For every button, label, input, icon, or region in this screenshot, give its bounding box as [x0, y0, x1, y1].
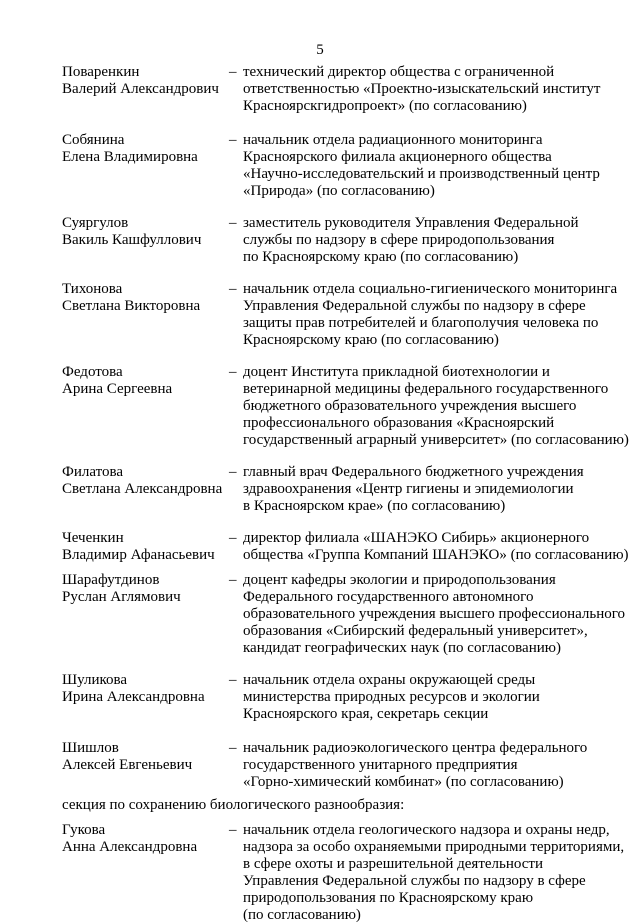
- member-entry: [62, 572, 626, 657]
- member-name-line: Вакиль Кашфуллович: [62, 232, 202, 248]
- dash-separator: –: [229, 822, 237, 838]
- member-name-line: Светлана Викторовна: [62, 298, 201, 314]
- member-entry: [62, 281, 622, 349]
- member-role-line: доцент кафедры экологии и природопользования: [243, 572, 556, 588]
- dash-separator: –: [229, 740, 237, 756]
- member-role-line: главный врач Федерального бюджетного учреждения: [243, 464, 584, 480]
- member-role-line: (по согласованию): [243, 907, 361, 923]
- member-role: [243, 64, 622, 115]
- member-name: [62, 281, 229, 349]
- member-role-line: здравоохранения «Центр гигиены и эпидемиологии: [243, 481, 574, 497]
- member-role-line: Управления Федеральной службы по надзору в сфере: [243, 873, 586, 889]
- member-name-line: Анна Александровна: [62, 839, 198, 855]
- member-name-line: Владимир Афанасьевич: [62, 547, 215, 563]
- member-role-line: образования «Сибирский федеральный университет»,: [243, 623, 588, 639]
- member-entry: [62, 215, 622, 266]
- member-name-line: Поваренкин: [62, 64, 140, 80]
- member-name-line: Ирина Александровна: [62, 689, 205, 705]
- member-name-line: Филатова: [62, 464, 124, 480]
- member-entry: [62, 822, 625, 924]
- section-heading: секция по сохранению биологического разнообразия:: [62, 797, 405, 813]
- member-role-line: образовательного учреждения высшего профессионального: [243, 606, 626, 622]
- member-role-line: в сфере охоты и разрешительной деятельности: [243, 856, 544, 872]
- page-number: 5: [316, 42, 324, 58]
- member-entry: [62, 464, 622, 515]
- member-name-line: Елена Владимировна: [62, 149, 198, 165]
- member-role: [243, 215, 622, 266]
- member-role-line: начальник отдела охраны окружающей среды: [243, 672, 536, 688]
- member-name-line: Федотова: [62, 364, 123, 380]
- member-role-line: ответственностью «Проектно-изыскательский институт: [243, 81, 601, 97]
- member-name: [62, 215, 229, 266]
- member-role-line: по Красноярскому краю (по согласованию): [243, 249, 519, 265]
- member-role-line: общества «Группа Компаний ШАНЭКО» (по согласованию): [243, 547, 629, 563]
- member-list-before: [62, 64, 629, 791]
- member-name-line: Шарафутдинов: [62, 572, 160, 588]
- dash-separator: –: [229, 364, 237, 380]
- member-role-line: Красноярскгидропроект» (по согласованию): [243, 98, 527, 114]
- member-role: [243, 364, 629, 449]
- member-entry: [62, 672, 622, 723]
- member-name: [62, 530, 229, 564]
- dash-separator: –: [229, 530, 237, 546]
- dash-separator: –: [229, 64, 237, 80]
- commission-member-list: [62, 64, 629, 924]
- member-role-line: министерства природных ресурсов и экологии: [243, 689, 540, 705]
- member-role-line: начальник отдела радиационного мониторинга: [243, 132, 543, 148]
- member-name-line: Шишлов: [62, 740, 119, 756]
- member-role-line: Управления Федеральной службы по надзору в сфере: [243, 298, 586, 314]
- member-name-line: Суяргулов: [62, 215, 129, 231]
- member-role-line: директор филиала «ШАНЭКО Сибирь» акционерного: [243, 530, 590, 546]
- member-role-line: Федерального государственного автономного: [243, 589, 534, 605]
- member-role-line: Красноярскому краю (по согласованию): [243, 332, 499, 348]
- member-name-line: Руслан Аглямович: [62, 589, 181, 605]
- member-role-line: заместитель руководителя Управления Федеральной: [243, 215, 579, 231]
- member-role: [243, 740, 622, 791]
- member-role-line: начальник отдела геологического надзора и охраны недр,: [243, 822, 610, 838]
- member-name-line: Чеченкин: [62, 530, 124, 546]
- member-role-line: бюджетного образовательного учреждения высшего: [243, 398, 577, 414]
- member-name: [62, 822, 229, 924]
- member-role-line: службы по надзору в сфере природопользования: [243, 232, 555, 248]
- member-role-line: кандидат географических наук (по согласованию): [243, 640, 561, 656]
- member-name: [62, 64, 229, 115]
- member-list-after: [62, 822, 625, 924]
- dash-separator: –: [229, 281, 237, 297]
- member-name-line: Арина Сергеевна: [62, 381, 173, 397]
- member-entry: [62, 364, 629, 449]
- member-role-line: Красноярского филиала акционерного общества: [243, 149, 552, 165]
- member-role-line: «Природа» (по согласованию): [243, 183, 435, 199]
- member-role-line: начальник отдела социально-гигиенического мониторинга: [243, 281, 618, 297]
- member-role-line: ветеринарной медицины федерального государственного: [243, 381, 609, 397]
- member-role-line: «Научно-исследовательский и производственный центр: [243, 166, 600, 182]
- member-name-line: Шуликова: [62, 672, 128, 688]
- member-name: [62, 672, 229, 723]
- member-role-line: профессионального образования «Красноярский: [243, 415, 555, 431]
- member-name-line: Алексей Евгеньевич: [62, 757, 193, 773]
- member-role-line: технический директор общества с ограниченной: [243, 64, 555, 80]
- member-role-line: государственного унитарного предприятия: [243, 757, 518, 773]
- member-name-line: Светлана Александровна: [62, 481, 223, 497]
- member-role-line: надзора за особо охраняемыми природными территориями,: [243, 839, 625, 855]
- member-name: [62, 740, 229, 791]
- member-name-line: Тихонова: [62, 281, 123, 297]
- member-entry: [62, 64, 622, 115]
- member-role-line: в Красноярском крае» (по согласованию): [243, 498, 506, 514]
- member-role-line: «Горно-химический комбинат» (по согласованию): [243, 774, 564, 790]
- member-role: [243, 464, 622, 515]
- member-name: [62, 464, 229, 515]
- member-role-line: защиты прав потребителей и благополучия человека по: [243, 315, 599, 331]
- member-role-line: природопользования по Красноярскому краю: [243, 890, 534, 906]
- member-role: [243, 822, 624, 924]
- member-entry: [62, 132, 622, 200]
- member-role: [243, 572, 625, 657]
- member-name: [62, 572, 229, 657]
- member-role-line: доцент Института прикладной биотехнологии и: [243, 364, 550, 380]
- member-entry: [62, 530, 629, 564]
- dash-separator: –: [229, 132, 237, 148]
- member-role-line: Красноярского края, секретарь секции: [243, 706, 489, 722]
- dash-separator: –: [229, 215, 237, 231]
- dash-separator: –: [229, 464, 237, 480]
- member-role: [243, 672, 622, 723]
- member-name-line: Гукова: [62, 822, 106, 838]
- member-role: [243, 530, 629, 564]
- member-name: [62, 364, 229, 449]
- member-role: [243, 281, 622, 349]
- dash-separator: –: [229, 572, 237, 588]
- dash-separator: –: [229, 672, 237, 688]
- member-entry: [62, 740, 622, 791]
- member-role-line: начальник радиоэкологического центра федерального: [243, 740, 588, 756]
- member-role: [243, 132, 622, 200]
- member-name-line: Валерий Александрович: [62, 81, 219, 97]
- member-role-line: государственный аграрный университет» (по согласованию): [243, 432, 629, 448]
- member-name: [62, 132, 229, 200]
- member-name-line: Собянина: [62, 132, 125, 148]
